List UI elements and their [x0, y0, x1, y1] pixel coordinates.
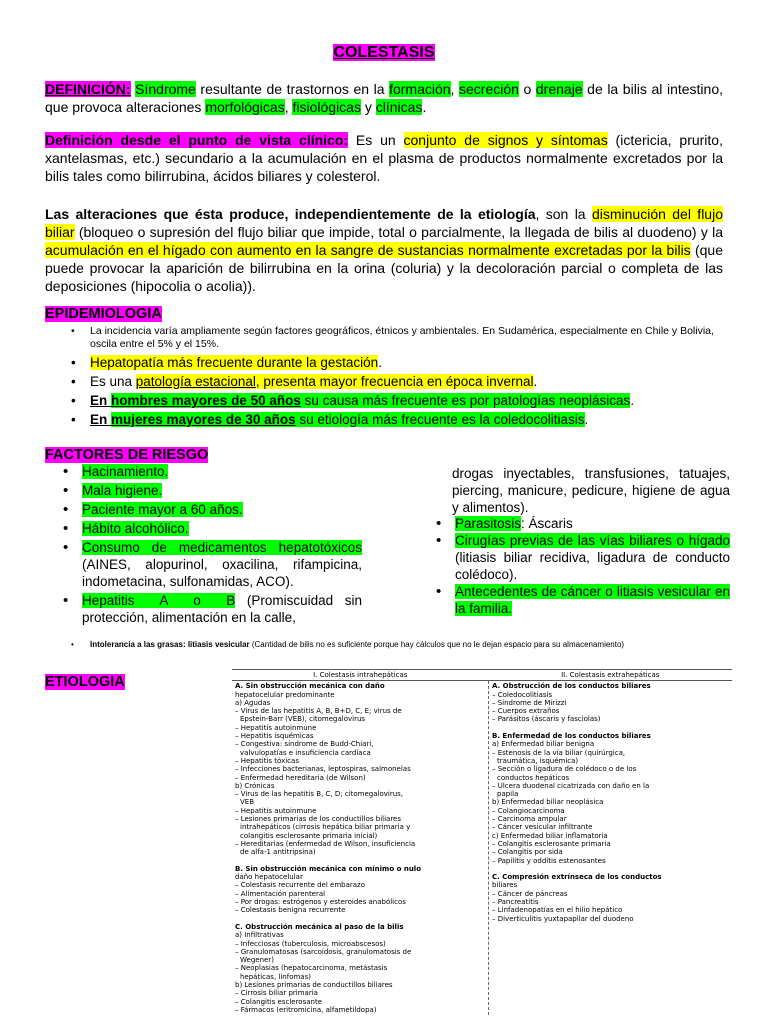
table-line: – Granulomatosas (sarcoidosis, granulomatosis de	[235, 947, 412, 956]
table-line: – Colangiocarcinoma	[492, 806, 565, 815]
table-line: – Alimentación parenteral	[235, 889, 326, 898]
table-line	[235, 857, 485, 865]
epi-item-1: La incidencia varía ampliamente según factores geográficos, étnicos y ambientales. En Sudamérica, especialmente en Chile y Bolivia, oscila entre el 5% y el 15%.	[90, 325, 714, 350]
table-line: intrahepáticos (cirrosis hepática biliar primaria y	[240, 823, 411, 832]
def-term: clínicas	[375, 99, 423, 115]
table-line: – Cáncer de páncreas	[492, 889, 568, 898]
alteraciones-highlight: disminución del flujo biliar	[45, 206, 723, 240]
def-term: Síndrome	[135, 81, 196, 97]
table-line: – Estenosis de la vía biliar (quirúrgica,	[492, 748, 626, 757]
table-line: – Enfermedad hereditaria (de Wilson)	[235, 773, 366, 782]
table-line: – Hepatitis isquémicas	[235, 732, 314, 741]
def-text: resultante de trastornos en la	[195, 81, 390, 97]
table-line: A. Obstrucción de los conductos biliares	[492, 682, 651, 691]
epi-item-4a: En	[90, 393, 112, 408]
table-line: Wegener)	[240, 956, 274, 965]
def-text: ,	[450, 81, 460, 97]
table-line: – Hereditarias (enfermedad de Wilson, insuficiencia	[235, 839, 416, 848]
table-line: A. Sin obstrucción mecánica con daño	[235, 682, 385, 691]
def-text: ,	[284, 99, 293, 115]
list-item	[65, 391, 730, 410]
def-term: secreción	[459, 81, 519, 97]
list-item	[57, 482, 362, 499]
table-line	[235, 915, 485, 923]
factor-item: Cirugías previas de las vías biliares o hígado	[455, 533, 730, 548]
factores-list-left	[57, 463, 362, 626]
list-item	[57, 463, 362, 480]
epi-item-3c: , presenta mayor frecuencia en época invernal	[255, 374, 534, 389]
factor-item: Consumo de medicamentos hepatotóxicos	[82, 540, 362, 555]
table-line: – Por drogas: estrógenos y esteroides anabólicos	[235, 898, 406, 907]
epi-item-4d: .	[630, 393, 635, 408]
def-clinico-text: Es un	[348, 132, 404, 148]
factores-continuation	[452, 465, 730, 516]
table-line: Epstein-Barr (VEB), citomegalovirus	[240, 715, 366, 724]
alteraciones-text: (bloqueo o supresión del flujo biliar que impide, total o parcialmente, la llegada de bilis al duodeno) y la	[74, 224, 723, 240]
factor-item: Paciente mayor a 60 años.	[82, 502, 243, 517]
col1-header: I. Colestasis intrahepáticas	[232, 670, 489, 681]
col2-header: II. Colestasis extrahepáticas	[489, 670, 733, 681]
epi-item-2-end: .	[378, 355, 382, 370]
alteraciones-text: (que puede provocar la aparición de bilirrubina en la orina (coluria) y la decoloración parcial o completa de las deposiciones (hipocolia o acolia)).	[45, 242, 723, 294]
epi-item-5e: .	[584, 412, 589, 427]
table-line: b) Crónicas	[235, 781, 275, 790]
page-title-text: COLESTASIS	[333, 44, 435, 61]
epi-item-4b: hombres mayores de 50 años	[111, 393, 301, 408]
table-line: traumática, isquémica)	[497, 756, 579, 765]
etiologia-heading-text: ETIOLOGIA	[45, 674, 125, 690]
table-line: b) Enfermedad biliar neoplásica	[492, 798, 604, 807]
factor-item: Antecedentes de cáncer o litiasis vesicular en la familia.	[455, 584, 730, 616]
def-term: fisiológicas	[292, 99, 361, 115]
etiologia-heading	[45, 674, 125, 690]
table-line: – Carcinoma ampular	[492, 815, 567, 824]
alteraciones-text: , son la	[535, 206, 592, 222]
epidemiologia-list	[65, 325, 730, 429]
factor-item: Hacinamiento.	[82, 464, 169, 479]
epi-item-4c: su causa más frecuente es por patologías neoplásicas	[300, 393, 631, 408]
table-line: colangitis esclerosante primaria inicial)	[240, 831, 378, 840]
table-line: – Fármacos (eritromicina, alfametildopa)	[235, 1005, 377, 1014]
epi-item-3b: patología estacional	[135, 374, 256, 389]
table-line: – Linfadenopatías en el hilio hepático	[492, 906, 623, 915]
table-line: – Colestasis recurrente del embarazo	[235, 881, 366, 890]
table-line: – Colangitis esclerosante primaria	[492, 839, 611, 848]
factor-item: Hábito alcohólico.	[82, 521, 189, 536]
table-line: – Síndrome de Mirizzi	[492, 698, 567, 707]
table-line: – Cuerpos extraños	[492, 707, 560, 716]
table-line: – Pancreatitis	[492, 898, 539, 907]
table-line: – Colangitis por sida	[492, 848, 563, 857]
epi-item-5d: coledocolitiasis	[493, 412, 585, 427]
def-text: y	[360, 99, 376, 115]
page-title	[0, 44, 768, 62]
table-line: – Infecciosas (tuberculosis, microabscesos)	[235, 939, 386, 948]
list-item	[57, 501, 362, 518]
table-line: B. Sin obstrucción mecánica con mínimo o nulo	[235, 864, 422, 873]
table-line: – Infecciones bacterianas, leptospiras, salmonelas	[235, 765, 411, 774]
table-line: – Cirrosis biliar primaria	[235, 989, 318, 998]
def-clinico-highlight: conjunto de signos y síntomas	[403, 132, 608, 148]
def-clinico-label: Definición desde el punto de vista clínico:	[45, 132, 349, 148]
table-line	[492, 865, 729, 873]
table-line: – Hepatitis autoinmune	[235, 723, 317, 732]
definicion-label: DEFINICIÓN:	[45, 81, 131, 97]
table-line: – Diverticulitis yuxtapapilar del duodeno	[492, 914, 634, 923]
list-item	[65, 325, 730, 351]
table-line: – Hepatitis tóxicas	[235, 756, 299, 765]
definicion-paragraph	[45, 80, 723, 116]
list-item	[65, 640, 735, 650]
factores-list-right	[430, 515, 730, 617]
def-clinico-paragraph	[45, 131, 723, 185]
alteraciones-highlight: acumulación en el hígado con aumento en la sangre de sustancias normalmente excretadas por la bilis	[45, 242, 691, 258]
table-line: valvulopatías e insuficiencia cardíaca	[240, 748, 371, 757]
table-line: a) Agudas	[235, 698, 271, 707]
table-line: hepáticas, linfomas)	[240, 972, 311, 981]
table-line: – Hepatitis autoinmune	[235, 806, 317, 815]
alteraciones-lead: Las alteraciones que ésta produce, independientemente de la etiología	[45, 206, 536, 222]
factores-heading	[45, 447, 208, 463]
table-line: – Parásitos (áscaris y fasciolas)	[492, 715, 601, 724]
table-line: a) Infiltrativas	[235, 931, 284, 940]
def-text: de la bilis al intestino, que provoca alteraciones	[45, 81, 723, 115]
table-line: conductos hepáticos	[497, 773, 570, 782]
factores-extra	[65, 640, 735, 650]
factor-item: Mala higiene.	[82, 483, 163, 498]
list-item	[65, 372, 730, 391]
table-line: – Virus de las hepatitis A, B, B+D, C, E; virus de	[235, 707, 402, 716]
table-line: C. Compresión extrínseca de los conductos	[492, 873, 662, 882]
epi-item-3d: .	[533, 374, 538, 389]
epidemiologia-heading-text: EPIDEMIOLOGIA	[45, 306, 162, 322]
factor-item-detail: (AINES, alopurinol, oxacilina, rifampicina, indometacina, sulfonamidas, ACO).	[82, 557, 362, 589]
table-line: – Úlcera duodenal cicatrizada con daño en la	[492, 781, 650, 790]
factor-extra-lead: Intolerancia a las grasas: litiasis vesicular	[90, 640, 250, 649]
etiologia-table	[232, 669, 732, 1015]
def-term: drenaje	[535, 81, 583, 97]
list-item	[57, 539, 362, 590]
table-line: a) Enfermedad biliar benigna	[492, 740, 595, 749]
list-item	[430, 532, 730, 583]
table-line: – Colangitis esclerosante	[235, 997, 323, 1006]
table-line: C. Obstrucción mecánica al paso de la bilis	[235, 922, 404, 931]
table-line: – Colestasis benigna recurrente	[235, 906, 346, 915]
list-item	[57, 520, 362, 537]
table-line: – Neoplasias (hepatocarcinoma, metástasis	[235, 964, 388, 973]
table-line	[492, 724, 729, 732]
epi-item-5a: En	[90, 412, 112, 427]
table-line: B. Enfermedad de los conductos biliares	[492, 732, 651, 741]
table-line: – Papilitis y odditis estenosantes	[492, 856, 606, 865]
factor-item-detail: drogas inyectables, transfusiones, tatuajes, piercing, manicure, pedicure, higiene de agua y alimentos).	[452, 466, 730, 515]
factor-extra-detail: (Cantidad de bilis no es suficiente porque hay cálculos que no le dejan espacio para su almacenamiento)	[249, 640, 625, 649]
epi-item-5b: mujeres mayores de 30 años	[111, 412, 296, 427]
def-text: o	[518, 81, 536, 97]
list-item	[65, 410, 730, 429]
epi-item-3a: Es una	[90, 374, 136, 389]
list-item	[65, 353, 730, 372]
table-line: – Coledocolitiasis	[492, 690, 553, 699]
def-text: .	[422, 99, 427, 115]
table-line: – Cáncer vesicular infiltrante	[492, 823, 593, 832]
def-term: morfológicas	[205, 99, 285, 115]
list-item	[430, 583, 730, 617]
table-line: daño hepatocelular	[235, 873, 303, 882]
alteraciones-paragraph	[45, 205, 723, 295]
table-line: – Virus de las hepatitis B, C, D; citomegalovirus,	[235, 790, 404, 799]
factor-item-detail: (Promiscuidad sin protección, alimentación en la calle,	[82, 593, 362, 625]
table-line: VEB	[240, 798, 255, 807]
list-item	[430, 515, 730, 532]
list-item	[57, 592, 362, 626]
table-line: hepatocelular predominante	[235, 690, 335, 699]
etiologia-col1	[232, 681, 489, 1015]
factores-heading-text: FACTORES DE RIESGO	[45, 447, 209, 463]
table-line: – Congestiva: síndrome de Budd-Chiari,	[235, 740, 374, 749]
table-line: de alfa-1 antitripsina)	[240, 848, 316, 857]
etiologia-col2	[489, 681, 733, 1015]
epi-item-2-hl: Hepatopatía más frecuente durante la gestación	[90, 355, 379, 370]
epidemiologia-heading	[45, 306, 162, 322]
def-term: formación	[389, 81, 451, 97]
factor-item: Hepatitis A o B	[82, 593, 236, 608]
factor-item-detail: : Áscaris	[521, 516, 573, 531]
factor-item: Parasitosis	[455, 516, 522, 531]
table-line: b) Lesiones primarias de conductillos biliares	[235, 980, 393, 989]
epi-item-5c: su etiología más frecuente es la	[295, 412, 494, 427]
table-line: – Lesiones primarias de los conductillos biliares	[235, 815, 402, 824]
table-line: biliares	[492, 881, 518, 890]
table-line: c) Enfermedad biliar inflamatoria	[492, 831, 608, 840]
table-line: papila	[497, 790, 519, 799]
table-line: – Sección o ligadura de colédoco o de los	[492, 765, 637, 774]
def-clinico-text: (ictericia, prurito, xantelasmas, etc.) secundario a la acumulación en el plasma de productos normalmente excretados por la bilis tales como bilirrubina, ácidos biliares y colesterol.	[45, 132, 723, 184]
factor-item-detail: (litiasis biliar recidiva, ligadura de conducto colédoco).	[455, 550, 730, 582]
